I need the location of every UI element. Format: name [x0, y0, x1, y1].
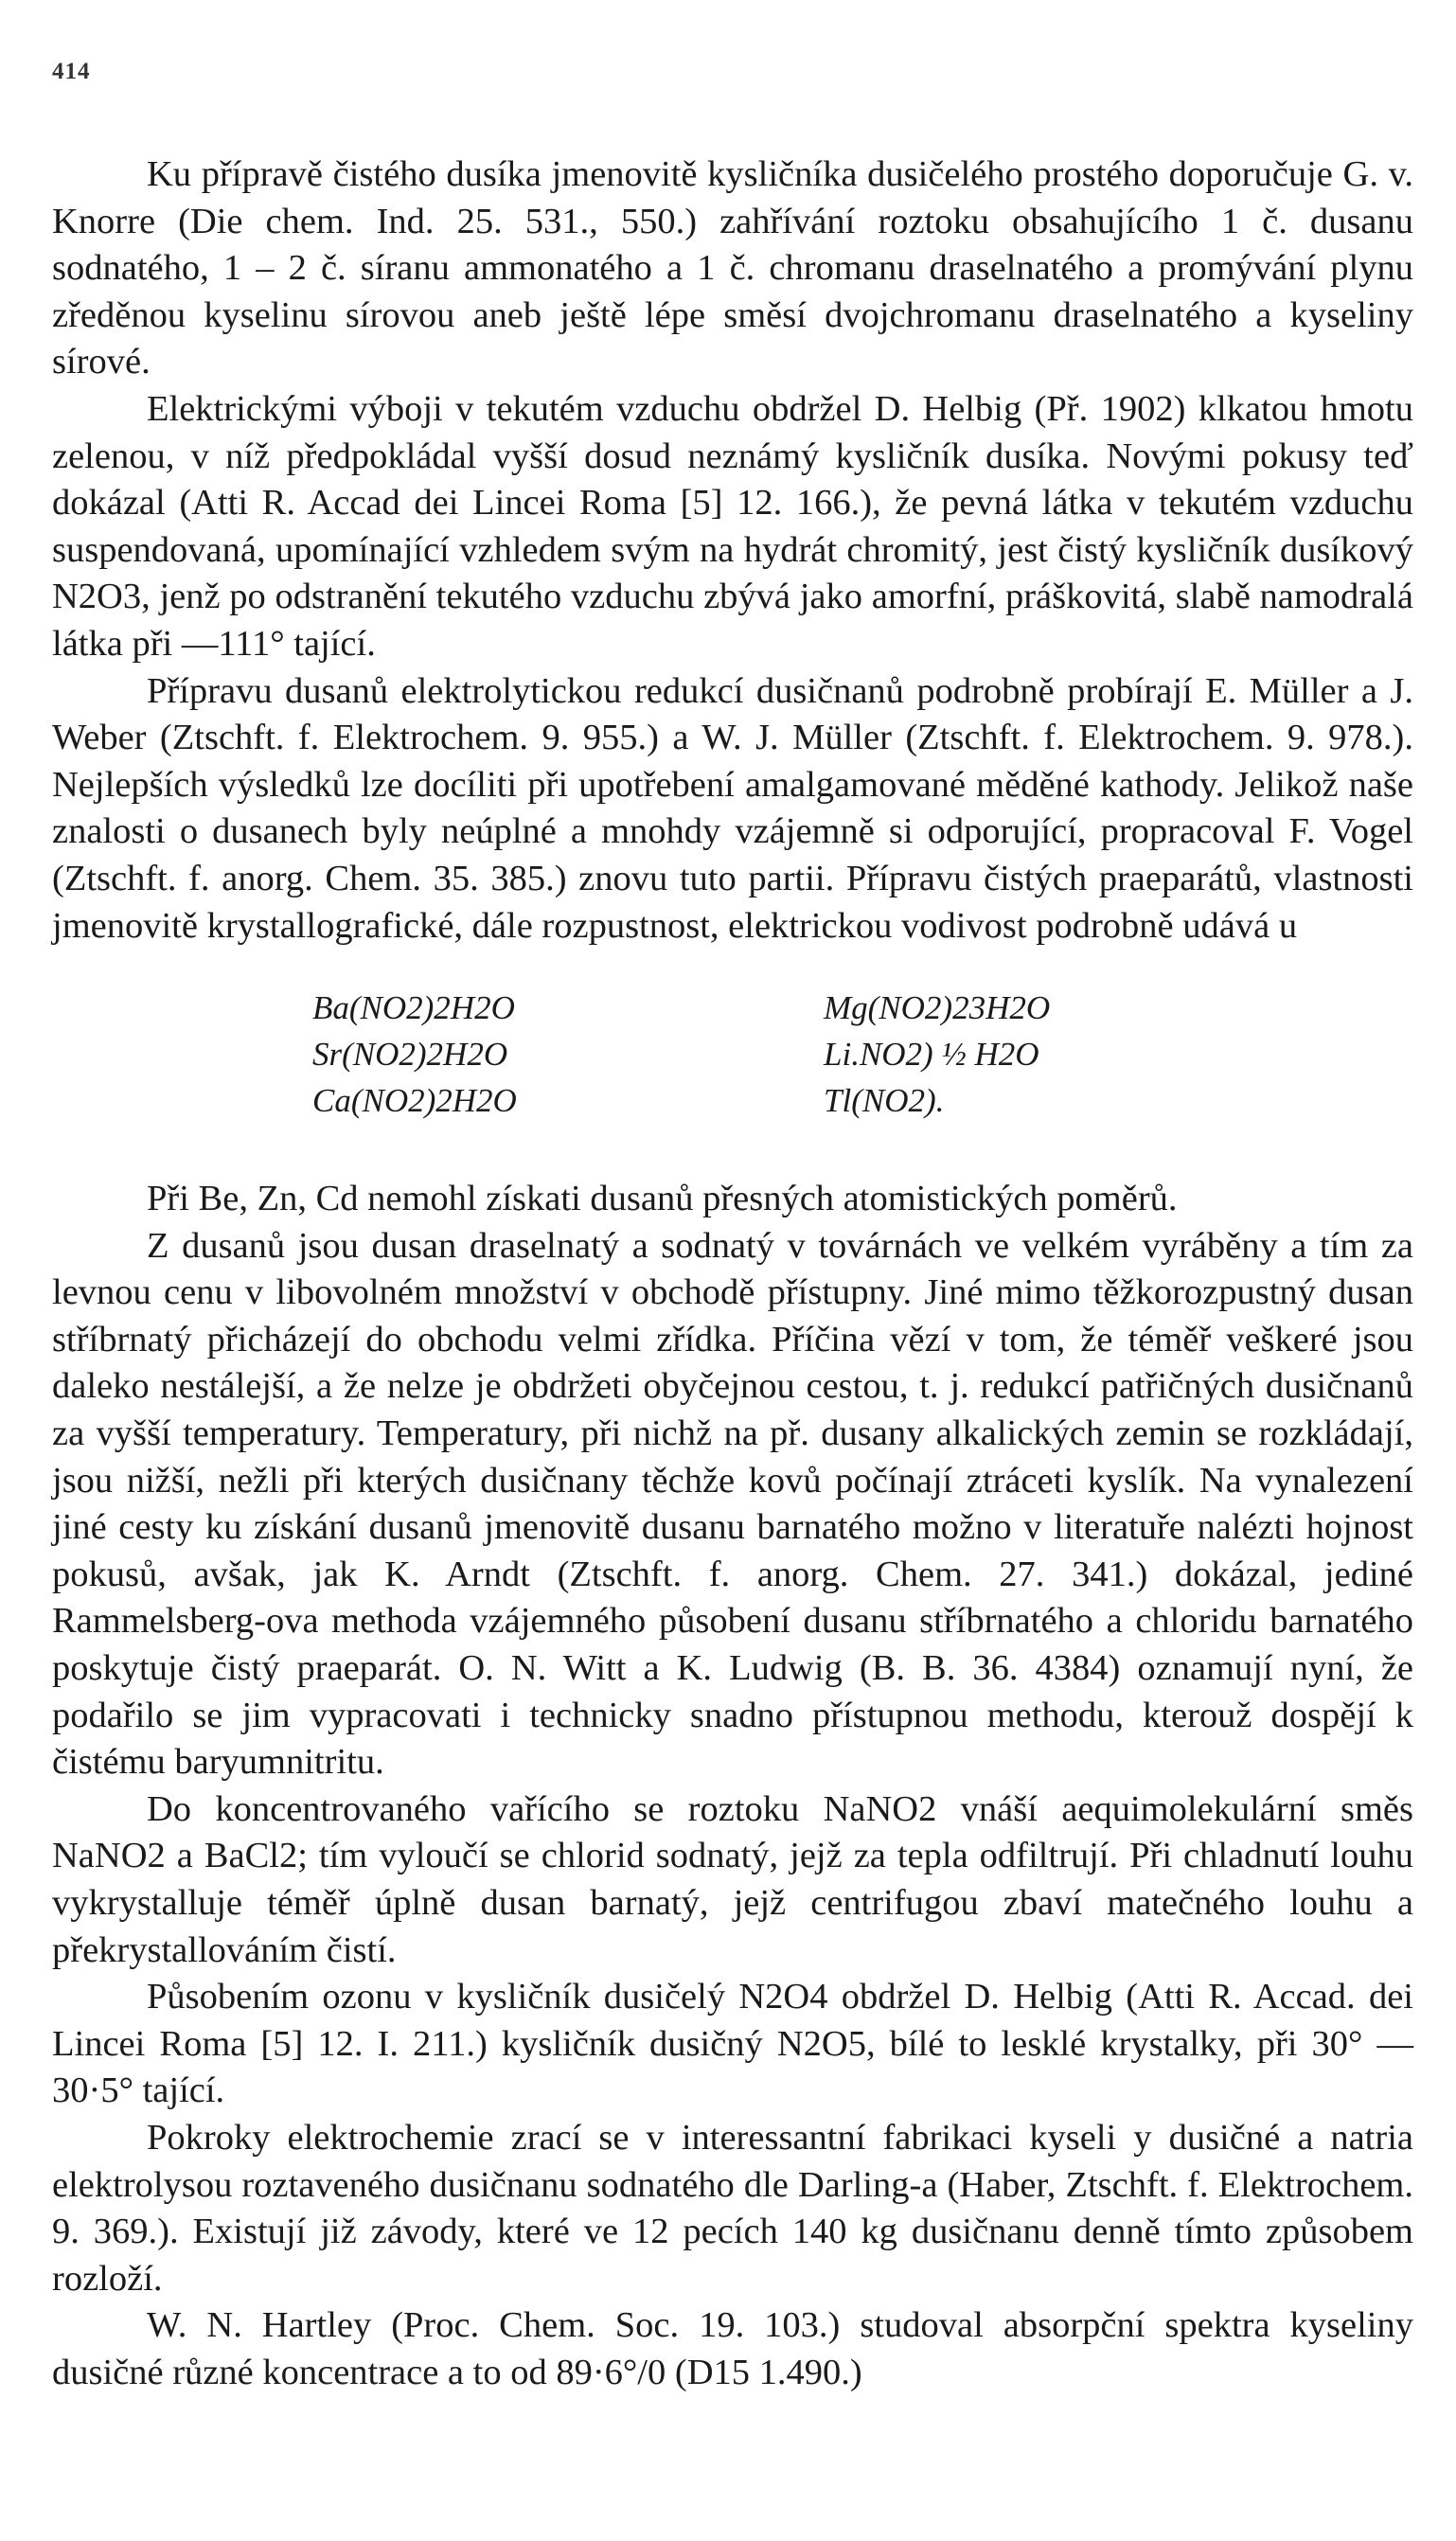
formula: Mg(NO2)23H2O — [824, 989, 1051, 1027]
formula: Li.NO2) ½ H2O — [824, 1036, 1039, 1074]
formula: Ca(NO2)2H2O — [312, 1082, 517, 1120]
paragraph: Pokroky elektrochemie zrací se v interessantní fabrikaci kyseli y dusičné a natria elektrolysou roztaveného dusičnanu sodnatého dle Darling-a (Haber, Ztschft. f. Elektrochem. 9. 369.). Existují již závody, které ve 12 pecích 140 kg dusičnanu denně tímto způsobem rozloží. — [52, 2117, 1413, 2299]
paragraph: Působením ozonu v kysličník dusičelý N2O4 obdržel D. Helbig (Atti R. Accad. dei Lincei Roma [5] 12. I. 211.) kysličník dusičný N2O5, bílé to lesklé krystalky, při 30° — 30·5° tající. — [52, 1977, 1413, 2111]
formula: Ba(NO2)2H2O — [312, 989, 515, 1027]
paragraph: Do koncentrovaného vařícího se roztoku NaNO2 vnáší aequimolekulární směs NaNO2 a BaCl2; tím vyloučí se chlorid sodnatý, jejž za tepla odfiltrují. Při chladnutí louhu vykrystalluje téměř úplně dusan barnatý, jejž centrifugou zbaví matečného louhu a překrystallováním čistí. — [52, 1788, 1413, 1970]
paragraph: Z dusanů jsou dusan draselnatý a sodnatý v továrnách ve velkém vyráběny a tím za levnou cenu v libovolném množství v obchodě přístupny. Jiné mimo těžkorozpustný dusan stříbrnatý přicházejí do obchodu velmi zřídka. Příčina vězí v tom, že téměř veškeré jsou daleko nestálejší, a že nelze je obdržeti obyčejnou cestou, t. j. redukcí patřičných dusičnanů za vyšší temperatury. Temperatury, při nichž na př. dusany alkalických zemin se rozkládají, jsou nižší, nežli při kterých dusičnany těchže kovů počínají ztráceti kyslík. Na vynalezení jiné cesty ku získání dusanů jmenovitě dusanu barnatého možno v literatuře nalézti hojnost pokusů, avšak, jak K. Arndt (Ztschft. f. anorg. Chem. 27. 341.) dokázal, jediné Rammelsberg-ova methoda vzájemného působení dusanu stříbrnatého a chloridu barnatého poskytuje čistý praeparát. O. N. Witt a K. Ludwig (B. B. 36. 4384) oznamují nyní, že podařilo se jim vypracovati i technicky snadno přístupnou methodu, kterouž dospějí k čistému baryumnitritu. — [52, 1225, 1413, 1783]
formula: Tl(NO2). — [824, 1082, 945, 1120]
paragraph: Ku přípravě čistého dusíka jmenovitě kysličníka dusičelého prostého doporučuje G. v. Knorre (Die chem. Ind. 25. 531., 550.) zahřívání roztoku obsahujícího 1 č. dusanu sodnatého, 1 – 2 č. síranu ammonatého a 1 č. chromanu draselnatého a promývání plynu zředěnou kyselinu sírovou aneb ještě lépe směsí dvojchromanu draselnatého a kyseliny sírové. — [52, 154, 1413, 382]
page-number: 414 — [52, 59, 91, 84]
formula: Sr(NO2)2H2O — [312, 1036, 508, 1074]
formula-list — [52, 985, 1413, 1125]
paragraph: Přípravu dusanů elektrolytickou redukcí dusičnanů podrobně probírají E. Müller a J. Weber (Ztschft. f. Elektrochem. 9. 955.) a W. J. Müller (Ztschft. f. Elektrochem. 9. 978.). Nejlepších výsledků lze docíliti při upotřebení amalgamované měděné kathody. Jelikož naše znalosti o dusanech byly neúplné a mnohdy vzájemně si odporující, propracoval F. Vogel (Ztschft. f. anorg. Chem. 35. 385.) znovu tuto partii. Přípravu čistých praeparátů, vlastnosti jmenovitě krystallografické, dále rozpustnost, elektrickou vodivost podrobně udává u — [52, 670, 1413, 946]
paragraph: W. N. Hartley (Proc. Chem. Soc. 19. 103.) studoval absorpční spektra kyseliny dusičné různé koncentrace a to od 89·6°/0 (D15 1.490.) — [52, 2305, 1413, 2392]
paragraph: Při Be, Zn, Cd nemohl získati dusanů přesných atomistických poměrů. — [147, 1179, 1178, 1219]
paragraph: Elektrickými výboji v tekutém vzduchu obdržel D. Helbig (Př. 1902) klkatou hmotu zelenou, v níž předpokládal vyšší dosud neznámý kysličník dusíka. Novými pokusy teď dokázal (Atti R. Accad dei Lincei Roma [5] 12. 166.), že pevná látka v tekutém vzduchu suspendovaná, upomínající vzhledem svým na hydrát chromitý, jest čistý kysličník dusíkový N2O3, jenž po odstranění tekutého vzduchu zbývá jako amorfní, práškovitá, slabě namodralá látka při —111° tající. — [52, 388, 1413, 664]
body-text — [52, 151, 1413, 2397]
